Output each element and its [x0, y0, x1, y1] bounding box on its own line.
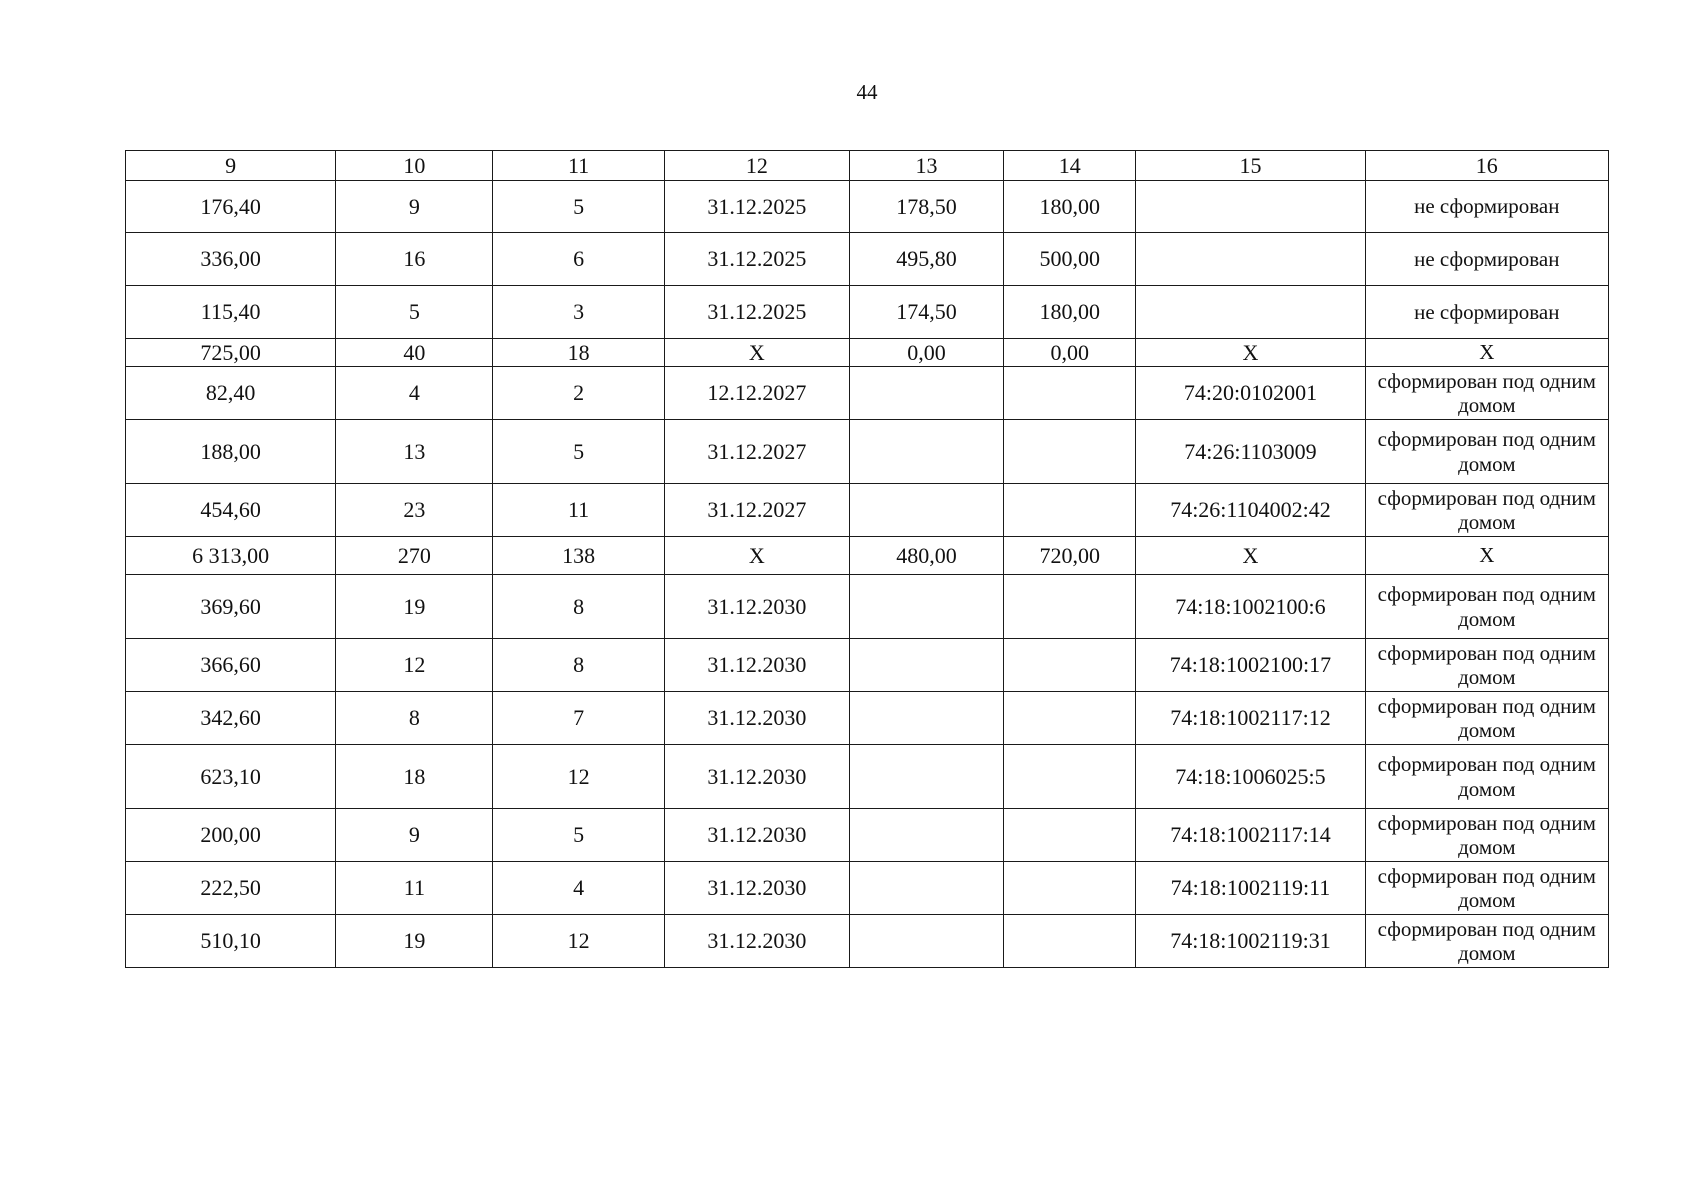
value-b-cell: 500,00	[1004, 233, 1136, 286]
value-b-cell	[1004, 484, 1136, 537]
date-cell: 31.12.2030	[664, 915, 849, 968]
cadastral-number-cell: 74:18:1002117:14	[1136, 809, 1365, 862]
cadastral-number-cell: X	[1136, 537, 1365, 575]
area-cell: 342,60	[126, 692, 336, 745]
area-cell: 510,10	[126, 915, 336, 968]
cadastral-number-cell	[1136, 286, 1365, 339]
area-cell: 725,00	[126, 339, 336, 367]
area-cell: 366,60	[126, 639, 336, 692]
value-b-cell	[1004, 639, 1136, 692]
column-header: 12	[664, 151, 849, 181]
status-cell: сформирован под одним домом	[1365, 915, 1608, 968]
status-cell: сформирован под одним домом	[1365, 420, 1608, 484]
status-cell: сформирован под одним домом	[1365, 692, 1608, 745]
area-cell: 336,00	[126, 233, 336, 286]
count-b-cell: 11	[493, 484, 664, 537]
table-row	[126, 915, 1609, 968]
cadastral-number-cell: 74:18:1002117:12	[1136, 692, 1365, 745]
cadastral-number-cell: X	[1136, 339, 1365, 367]
value-b-cell: 180,00	[1004, 181, 1136, 233]
value-b-cell	[1004, 420, 1136, 484]
value-a-cell	[849, 745, 1003, 809]
count-a-cell: 40	[336, 339, 493, 367]
area-cell: 454,60	[126, 484, 336, 537]
cadastral-number-cell: 74:18:1002100:6	[1136, 575, 1365, 639]
date-cell: 31.12.2030	[664, 862, 849, 915]
area-cell: 200,00	[126, 809, 336, 862]
page-number: 44	[856, 80, 878, 104]
value-a-cell	[849, 639, 1003, 692]
status-cell: не сформирован	[1365, 181, 1608, 233]
table-row	[126, 537, 1609, 575]
data-table	[125, 150, 1609, 968]
date-cell: 31.12.2025	[664, 181, 849, 233]
status-cell: не сформирован	[1365, 286, 1608, 339]
value-b-cell	[1004, 809, 1136, 862]
count-a-cell: 12	[336, 639, 493, 692]
status-cell: сформирован под одним домом	[1365, 862, 1608, 915]
value-a-cell	[849, 367, 1003, 420]
area-cell: 369,60	[126, 575, 336, 639]
status-cell: сформирован под одним домом	[1365, 639, 1608, 692]
column-header: 13	[849, 151, 1003, 181]
value-a-cell: 0,00	[849, 339, 1003, 367]
count-b-cell: 5	[493, 420, 664, 484]
table-row	[126, 367, 1609, 420]
cadastral-number-cell	[1136, 233, 1365, 286]
count-a-cell: 23	[336, 484, 493, 537]
cadastral-number-cell: 74:20:0102001	[1136, 367, 1365, 420]
value-a-cell	[849, 809, 1003, 862]
date-cell: 12.12.2027	[664, 367, 849, 420]
count-b-cell: 5	[493, 809, 664, 862]
date-cell: X	[664, 339, 849, 367]
count-a-cell: 18	[336, 745, 493, 809]
date-cell: 31.12.2030	[664, 809, 849, 862]
table-header-row	[126, 151, 1609, 181]
count-a-cell: 16	[336, 233, 493, 286]
status-cell: сформирован под одним домом	[1365, 367, 1608, 420]
value-a-cell	[849, 692, 1003, 745]
area-cell: 115,40	[126, 286, 336, 339]
table-row	[126, 181, 1609, 233]
value-b-cell	[1004, 692, 1136, 745]
cadastral-number-cell: 74:18:1002119:31	[1136, 915, 1365, 968]
table-row	[126, 420, 1609, 484]
table-row	[126, 484, 1609, 537]
value-b-cell	[1004, 745, 1136, 809]
value-a-cell	[849, 484, 1003, 537]
table-row	[126, 339, 1609, 367]
value-a-cell: 495,80	[849, 233, 1003, 286]
value-a-cell: 480,00	[849, 537, 1003, 575]
column-header: 9	[126, 151, 336, 181]
column-header: 16	[1365, 151, 1608, 181]
value-b-cell: 180,00	[1004, 286, 1136, 339]
date-cell: 31.12.2030	[664, 745, 849, 809]
value-b-cell	[1004, 915, 1136, 968]
value-b-cell: 0,00	[1004, 339, 1136, 367]
cadastral-number-cell: 74:26:1104002:42	[1136, 484, 1365, 537]
count-b-cell: 8	[493, 575, 664, 639]
column-header: 15	[1136, 151, 1365, 181]
status-cell: сформирован под одним домом	[1365, 484, 1608, 537]
value-b-cell	[1004, 862, 1136, 915]
table-row	[126, 692, 1609, 745]
status-cell: X	[1365, 537, 1608, 575]
cadastral-number-cell: 74:18:1002119:11	[1136, 862, 1365, 915]
table-row	[126, 809, 1609, 862]
count-b-cell: 4	[493, 862, 664, 915]
value-a-cell	[849, 915, 1003, 968]
value-b-cell: 720,00	[1004, 537, 1136, 575]
cadastral-number-cell	[1136, 181, 1365, 233]
value-a-cell	[849, 862, 1003, 915]
count-a-cell: 19	[336, 915, 493, 968]
column-header: 14	[1004, 151, 1136, 181]
value-b-cell	[1004, 367, 1136, 420]
count-a-cell: 4	[336, 367, 493, 420]
date-cell: 31.12.2027	[664, 420, 849, 484]
count-a-cell: 8	[336, 692, 493, 745]
cadastral-number-cell: 74:26:1103009	[1136, 420, 1365, 484]
count-a-cell: 9	[336, 809, 493, 862]
date-cell: 31.12.2030	[664, 692, 849, 745]
count-a-cell: 13	[336, 420, 493, 484]
column-header: 11	[493, 151, 664, 181]
count-a-cell: 270	[336, 537, 493, 575]
count-a-cell: 11	[336, 862, 493, 915]
count-a-cell: 19	[336, 575, 493, 639]
cadastral-number-cell: 74:18:1006025:5	[1136, 745, 1365, 809]
area-cell: 222,50	[126, 862, 336, 915]
count-b-cell: 2	[493, 367, 664, 420]
count-a-cell: 5	[336, 286, 493, 339]
count-b-cell: 3	[493, 286, 664, 339]
count-b-cell: 18	[493, 339, 664, 367]
date-cell: 31.12.2025	[664, 286, 849, 339]
value-b-cell	[1004, 575, 1136, 639]
table-row	[126, 639, 1609, 692]
area-cell: 188,00	[126, 420, 336, 484]
table-row	[126, 575, 1609, 639]
count-b-cell: 138	[493, 537, 664, 575]
count-a-cell: 9	[336, 181, 493, 233]
count-b-cell: 5	[493, 181, 664, 233]
table-row	[126, 745, 1609, 809]
area-cell: 623,10	[126, 745, 336, 809]
count-b-cell: 7	[493, 692, 664, 745]
date-cell: 31.12.2030	[664, 575, 849, 639]
count-b-cell: 12	[493, 915, 664, 968]
status-cell: сформирован под одним домом	[1365, 809, 1608, 862]
value-a-cell	[849, 420, 1003, 484]
status-cell: X	[1365, 339, 1608, 367]
area-cell: 176,40	[126, 181, 336, 233]
date-cell: 31.12.2025	[664, 233, 849, 286]
count-b-cell: 8	[493, 639, 664, 692]
date-cell: X	[664, 537, 849, 575]
status-cell: сформирован под одним домом	[1365, 745, 1608, 809]
value-a-cell	[849, 575, 1003, 639]
table-row	[126, 862, 1609, 915]
status-cell: сформирован под одним домом	[1365, 575, 1608, 639]
area-cell: 82,40	[126, 367, 336, 420]
table-body	[126, 181, 1609, 968]
date-cell: 31.12.2027	[664, 484, 849, 537]
value-a-cell: 174,50	[849, 286, 1003, 339]
count-b-cell: 6	[493, 233, 664, 286]
cadastral-number-cell: 74:18:1002100:17	[1136, 639, 1365, 692]
table-row	[126, 233, 1609, 286]
value-a-cell: 178,50	[849, 181, 1003, 233]
status-cell: не сформирован	[1365, 233, 1608, 286]
column-header: 10	[336, 151, 493, 181]
area-cell: 6 313,00	[126, 537, 336, 575]
date-cell: 31.12.2030	[664, 639, 849, 692]
count-b-cell: 12	[493, 745, 664, 809]
table-row	[126, 286, 1609, 339]
